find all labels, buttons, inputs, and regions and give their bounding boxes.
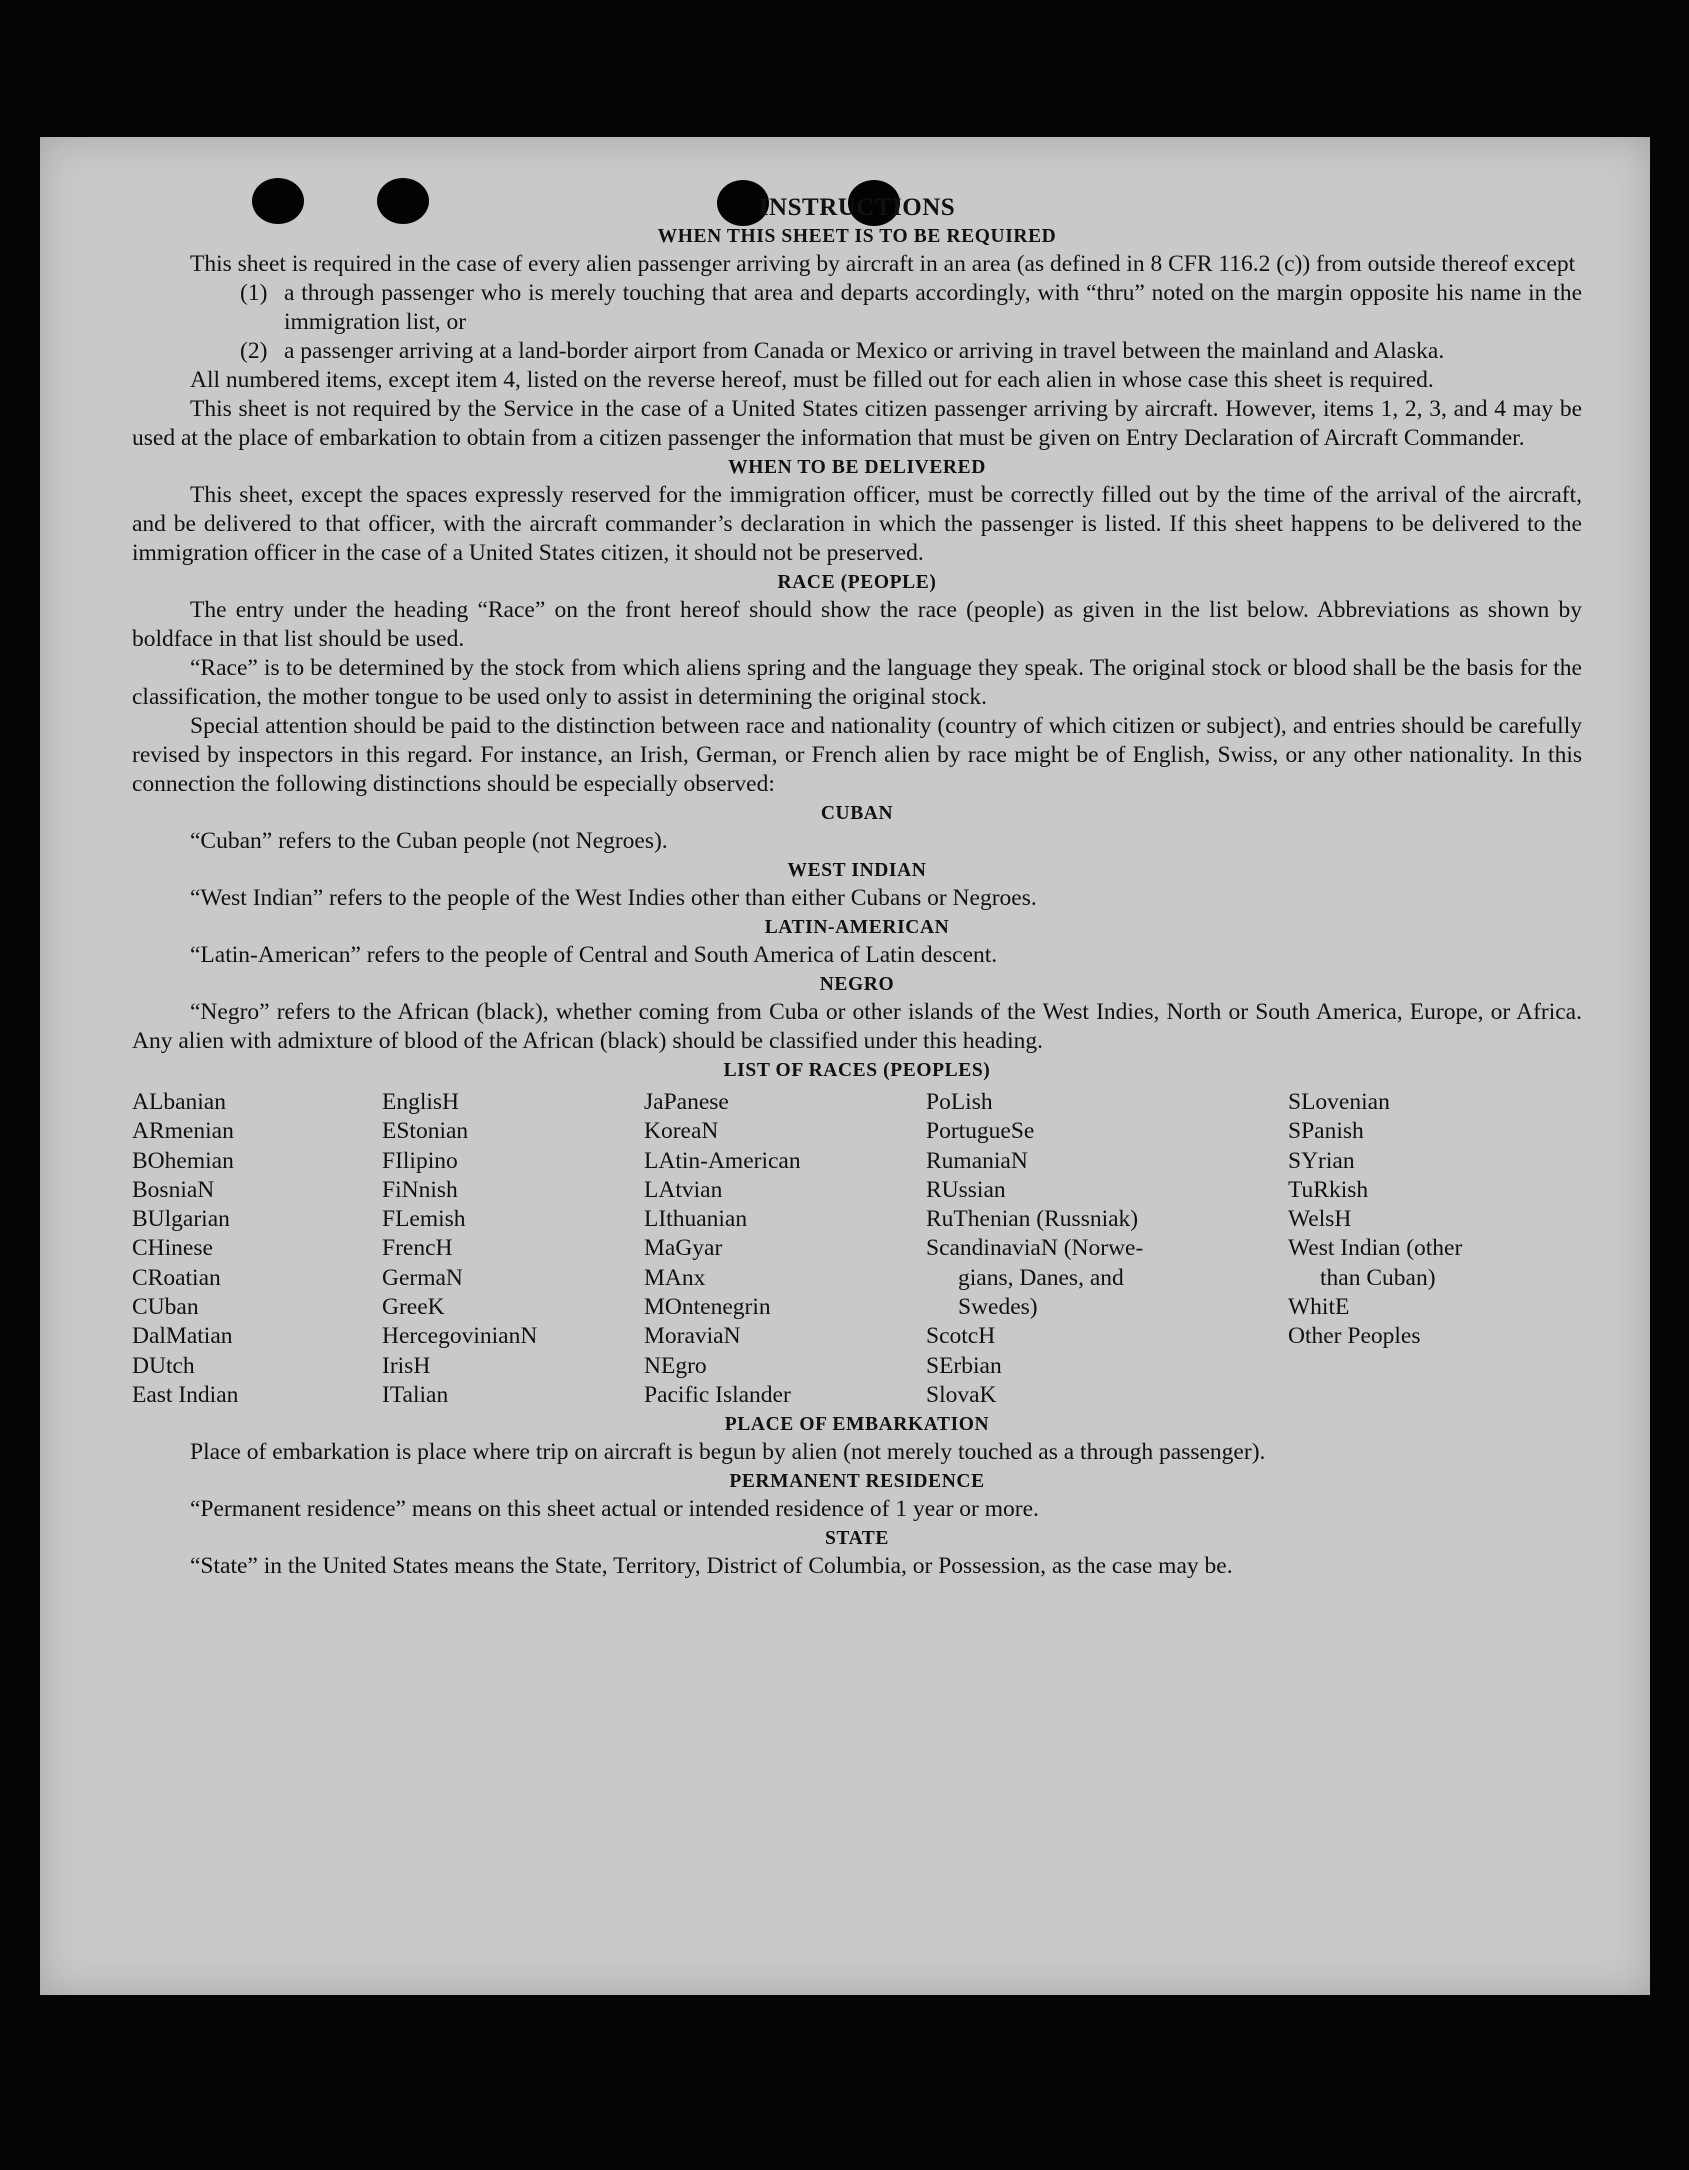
paragraph: Special attention should be paid to the distinction between race and nationality (country of which citizen or subject), and entries should be carefully revised by inspectors in this regard. For instance, an Irish, German, or French alien by race might be of English, Swiss, or any other nationality. In this connection the following distinctions should be especially observed: (132, 713, 1582, 797)
list-item: MoraviaN (644, 1323, 741, 1350)
list-item: MAnx (644, 1264, 706, 1291)
races-column (382, 1088, 644, 1410)
paragraph: “Negro” refers to the African (black), whether coming from Cuba or other islands of the West Indies, North or South America, Europe, or Africa. Any alien with admixture of blood of the African (black) should be classified under this heading. (132, 999, 1582, 1054)
paragraph: This sheet is not required by the Service in the case of a United States citizen passenger arriving by aircraft. However, items 1, 2, 3, and 4 may be used at the place of embarkation to obtain from a citizen passenger the information that must be given on Entry Declaration of Aircraft Commander. (132, 396, 1582, 451)
heading-list-of-races: LIST OF RACES (PEOPLES) (723, 1060, 991, 1081)
heading-when-required: WHEN THIS SHEET IS TO BE REQUIRED (657, 226, 1057, 247)
list-item: EStonian (382, 1118, 469, 1145)
list-item: IrisH (382, 1352, 431, 1379)
list-item (132, 337, 1582, 366)
paragraph: All numbered items, except item 4, listed on the reverse hereof, must be filled out for each alien in whose case this sheet is required. (190, 367, 1434, 393)
list-item: CRoatian (132, 1264, 221, 1291)
list-item: TuRkish (1288, 1176, 1369, 1203)
heading-embarkation: PLACE OF EMBARKATION (724, 1414, 990, 1436)
list-item: SlovaK (926, 1381, 997, 1408)
list-item: PoLish (926, 1089, 993, 1115)
list-item: Swedes) (958, 1294, 1038, 1321)
heading-state: STATE (824, 1528, 890, 1550)
list-item: EnglisH (382, 1089, 460, 1115)
instruction-sheet (40, 137, 1650, 1995)
races-column (644, 1088, 926, 1410)
paragraph: “Latin-American” refers to the people of Central and South America of Latin descent. (190, 942, 998, 968)
list-item: NEgro (644, 1352, 707, 1379)
list-item: WhitE (1288, 1294, 1350, 1321)
list-item: LIthuanian (644, 1206, 748, 1233)
list-item: BosniaN (132, 1176, 215, 1203)
races-list (132, 1088, 1582, 1410)
paragraph: “Race” is to be determined by the stock from which aliens spring and the language they speak. The original stock or blood shall be the basis for the classification, the mother tongue to be used only to assist in determining the original stock. (132, 655, 1582, 710)
paragraph: This sheet is required in the case of every alien passenger arriving by aircraft in an area (as defined in 8 CFR 116.2 (c)) from outside thereof except (190, 251, 1576, 277)
paragraph: “State” in the United States means the State, Territory, District of Columbia, or Possession, as the case may be. (190, 1553, 1233, 1580)
paragraph: This sheet, except the spaces expressly reserved for the immigration officer, must be correctly filled out by the time of the arrival of the aircraft, and be delivered to that officer, with the aircraft commander’s declaration in which the passenger is listed. If this sheet happens to be delivered to the immigration officer in the case of a United States citizen, it should not be preserved. (132, 482, 1582, 566)
item-text: a through passenger who is merely touching that area and departs accordingly, with “thru” noted on the margin opposite his name in the immigration list, or (284, 280, 1582, 335)
page-title: INSTRUCTIONS (758, 194, 956, 221)
list-item: ARmenian (132, 1118, 234, 1145)
list-item: BOhemian (132, 1147, 234, 1174)
list-item: KoreaN (644, 1118, 719, 1145)
list-item: SPanish (1288, 1118, 1364, 1145)
list-item: SLovenian (1288, 1089, 1390, 1115)
list-item: FiNnish (382, 1176, 458, 1203)
paragraph: “Cuban” refers to the Cuban people (not Negroes). (190, 828, 668, 854)
list-item: gians, Danes, and (958, 1264, 1124, 1291)
list-item: Pacific Islander (644, 1381, 791, 1408)
list-item: FrencH (382, 1235, 453, 1262)
heading-permanent-residence: PERMANENT RESIDENCE (729, 1471, 985, 1493)
list-item: BUlgarian (132, 1206, 230, 1233)
list-item: ScotcH (926, 1323, 996, 1350)
paragraph: “Permanent residence” means on this sheet actual or intended residence of 1 year or more. (190, 1496, 1039, 1523)
list-item (132, 279, 1582, 337)
list-item: JaPanese (644, 1089, 729, 1115)
list-item: LAtvian (644, 1176, 723, 1203)
list-item: East Indian (132, 1381, 239, 1408)
paragraph: “West Indian” refers to the people of the West Indies other than either Cubans or Negroes. (190, 885, 1037, 911)
list-item: FIlipino (382, 1147, 458, 1174)
list-item: DUtch (132, 1352, 195, 1379)
races-column (1288, 1088, 1556, 1410)
heading-race: RACE (PEOPLE) (777, 572, 937, 593)
list-item: RuThenian (Russniak) (926, 1206, 1139, 1233)
list-item: DalMatian (132, 1323, 233, 1350)
heading-west-indian: WEST INDIAN (787, 860, 927, 881)
list-item: SYrian (1288, 1147, 1355, 1174)
list-item: CHinese (132, 1235, 213, 1262)
list-item: RumaniaN (926, 1147, 1028, 1174)
list-item: CUban (132, 1294, 199, 1321)
list-item: FLemish (382, 1206, 466, 1233)
list-item: ITalian (382, 1381, 449, 1408)
paragraph: Place of embarkation is place where trip on aircraft is begun by alien (not merely touched as a through passenger). (190, 1439, 1266, 1466)
list-item: PortugueSe (926, 1118, 1035, 1145)
list-item: West Indian (other (1288, 1235, 1463, 1262)
list-item: SErbian (926, 1352, 1002, 1379)
list-item: Other Peoples (1288, 1323, 1421, 1350)
heading-latin-american: LATIN-AMERICAN (764, 917, 950, 938)
list-item: ALbanian (132, 1089, 226, 1115)
list-item: GreeK (382, 1294, 445, 1321)
list-item: WelsH (1288, 1206, 1352, 1233)
list-item: GermaN (382, 1264, 463, 1291)
list-item: MOntenegrin (644, 1294, 771, 1321)
list-item: MaGyar (644, 1235, 723, 1262)
list-item: ScandinaviaN (Norwe- (926, 1235, 1144, 1262)
list-item: LAtin-American (644, 1147, 801, 1174)
heading-negro: NEGRO (819, 974, 895, 995)
list-item: than Cuban) (1320, 1264, 1436, 1291)
list-item: HercegovinianN (382, 1323, 538, 1350)
races-column (926, 1088, 1288, 1410)
item-number: (1) (240, 280, 268, 306)
list-item: RUssian (926, 1176, 1006, 1203)
item-number: (2) (240, 338, 268, 364)
heading-cuban: CUBAN (820, 803, 894, 824)
document-body (132, 193, 1582, 1581)
heading-when-delivered: WHEN TO BE DELIVERED (728, 457, 986, 478)
paragraph: The entry under the heading “Race” on the front hereof should show the race (people) as given in the list below. Abbreviations as shown by boldface in that list should be used. (132, 597, 1582, 652)
races-column (132, 1088, 382, 1410)
item-text: a passenger arriving at a land-border airport from Canada or Mexico or arriving in travel between the mainland and Alaska. (284, 338, 1445, 364)
